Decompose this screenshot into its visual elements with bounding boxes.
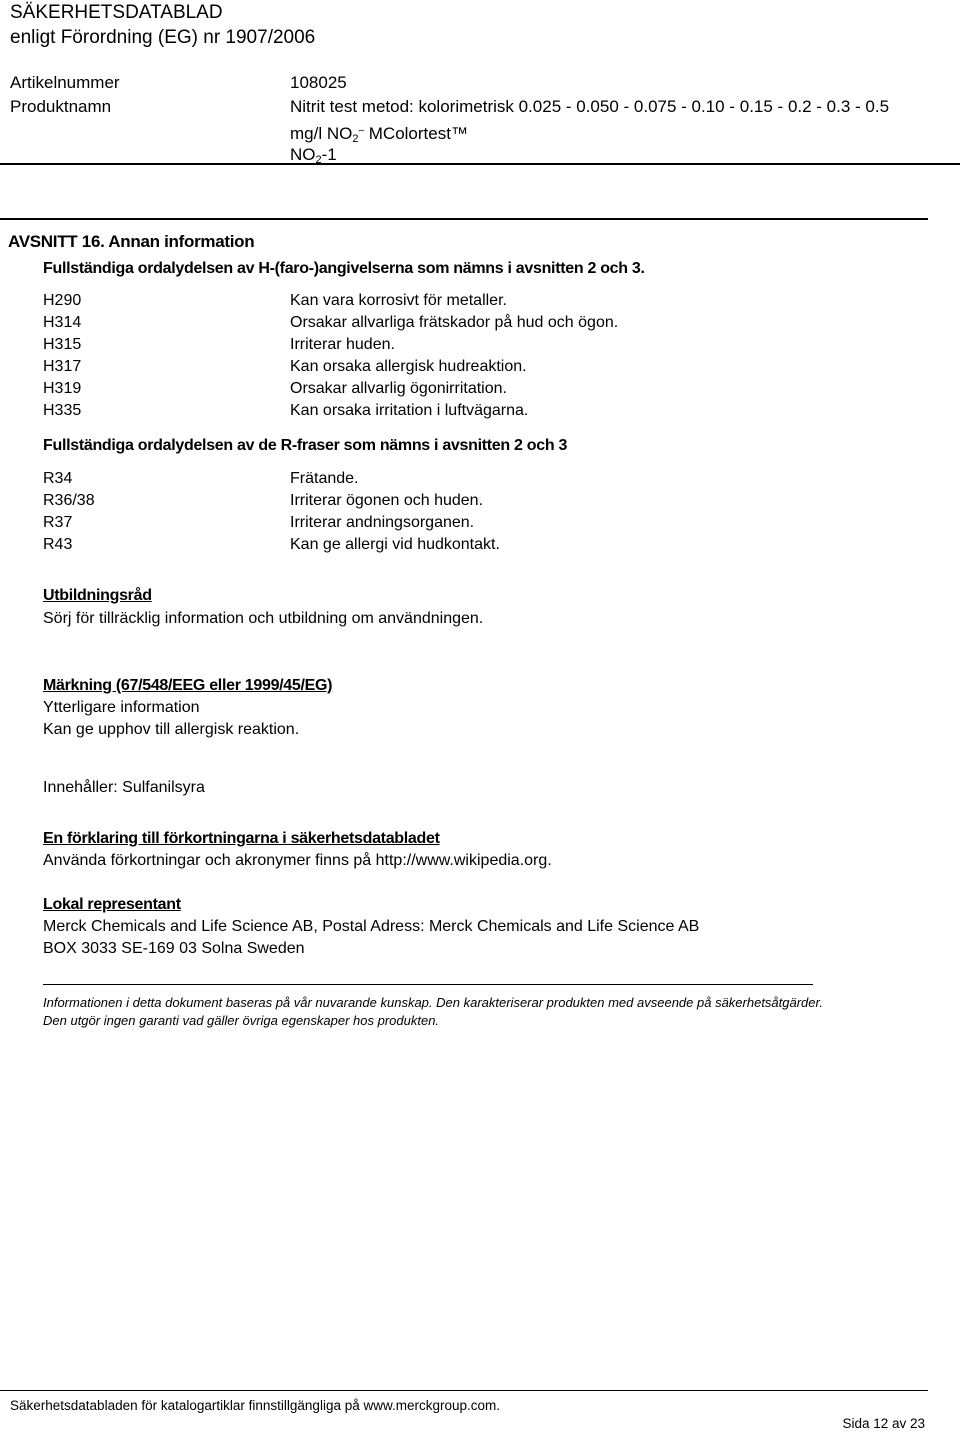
h-statement-row: H335 Kan orsaka irritation i luftvägarna. xyxy=(43,402,529,419)
abbreviations-text: Använda förkortningar och akronymer finns på http://www.wikipedia.org. xyxy=(43,852,552,869)
local-representative-line2: BOX 3033 SE-169 03 Solna Sweden xyxy=(43,940,305,957)
labeling-heading: Märkning (67/548/EEG eller 1999/45/EG) xyxy=(43,677,333,694)
h-statement-row: H290 Kan vara korrosivt för metaller. xyxy=(43,292,507,309)
section-title: AVSNITT 16. Annan information xyxy=(8,232,255,251)
h-statements-heading: Fullständiga ordalydelsen av H-(faro-)angivelserna som nämns i avsnitten 2 och 3. xyxy=(43,260,645,277)
disclaimer-divider xyxy=(43,984,813,985)
product-name-line3: $NO_2-1$ xyxy=(290,145,337,166)
r-phrase-row: R36/38 Irriterar ögonen och huden. xyxy=(43,492,484,509)
local-representative-line1: Merck Chemicals and Life Science AB, Postal Adress: Merck Chemicals and Life Science AB xyxy=(43,918,700,935)
h-statement-row: H315 Irriterar huden. xyxy=(43,336,395,353)
product-name-line1: Nitrit test metod: kolorimetrisk 0.025 - 0.050 - 0.075 - 0.10 - 0.15 - 0.2 - 0.3 - 0.5 xyxy=(290,97,890,116)
r-phrase-row: R43 Kan ge allergi vid hudkontakt. xyxy=(43,536,500,553)
training-text: Sörj för tillräcklig information och utbildning om användningen. xyxy=(43,610,484,627)
document-title: SÄKERHETSDATABLAD xyxy=(10,2,223,23)
footer-divider xyxy=(0,1390,928,1391)
section-divider xyxy=(0,218,928,220)
disclaimer-line2: Den utgör ingen garanti vad gäller övriga egenskaper hos produkten. xyxy=(43,1013,440,1028)
regulation-subtitle: enligt Förordning (EG) nr 1907/2006 xyxy=(10,27,316,48)
h-statement-row: H314 Orsakar allvarliga frätskador på hud och ögon. xyxy=(43,314,619,331)
local-representative-heading: Lokal representant xyxy=(43,896,181,913)
contains-text: Innehåller: Sulfanilsyra xyxy=(43,779,205,796)
labeling-subheading: Ytterligare information xyxy=(43,699,200,716)
disclaimer-line1: Informationen i detta dokument baseras på vår nuvarande kunskap. Den karakteriserar produkten med avseende på säkerhetsåtgärder. xyxy=(43,995,823,1010)
product-name-label: Produktnamn xyxy=(10,97,112,116)
r-phrase-row: R34 Frätande. xyxy=(43,470,359,487)
abbreviations-heading: En förklaring till förkortningarna i säkerhetsdatabladet xyxy=(43,830,440,847)
r-phrase-row: R37 Irriterar andningsorganen. xyxy=(43,514,475,531)
page-number: Sida 12 av 23 xyxy=(842,1416,925,1431)
training-heading: Utbildningsråd xyxy=(43,587,152,604)
h-statement-row: H317 Kan orsaka allergisk hudreaktion. xyxy=(43,358,527,375)
article-number-label: Artikelnummer xyxy=(10,73,120,92)
r-phrases-heading: Fullständiga ordalydelsen av de R-fraser som nämns i avsnitten 2 och 3 xyxy=(43,437,568,454)
h-statement-row: H319 Orsakar allvarlig ögonirritation. xyxy=(43,380,507,397)
footer-note: Säkerhetsdatabladen för katalogartiklar finnstillgängliga på www.merckgroup.com. xyxy=(10,1398,501,1413)
header-divider xyxy=(0,163,960,165)
labeling-text: Kan ge upphov till allergisk reaktion. xyxy=(43,721,300,738)
article-number-value: 108025 xyxy=(290,73,347,92)
product-name-line2: mg/l $NO_2^-$ MColortest™ xyxy=(290,124,468,145)
